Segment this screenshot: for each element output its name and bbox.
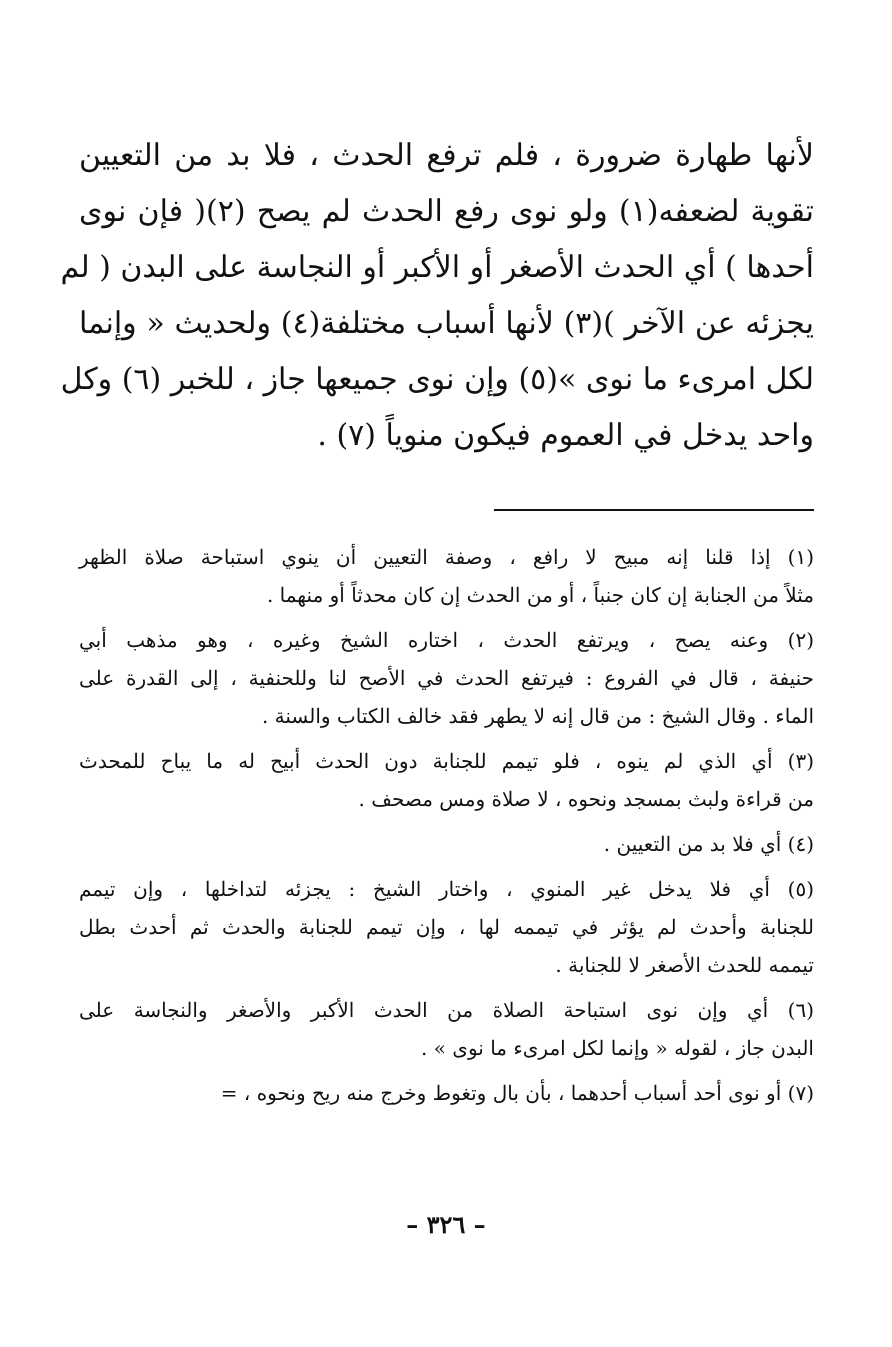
- footnote-line: (٦) أي وإن نوى استباحة الصلاة من الحدث الأكبر والأصغر والنجاسة على: [79, 998, 814, 1022]
- footnote-line: (٤) أي فلا بد من التعيين .: [603, 832, 814, 856]
- footnote-1: [79, 538, 814, 614]
- footnote-line: حنيفة ، قال في الفروع : فيرتفع الحدث في الأصح لنا وللحنفية ، إلى القدرة على: [79, 666, 814, 690]
- footnote-line: (٣) أي الذي لم ينوه ، فلو تيمم للجنابة دون الحدث أبيح له ما يباح للمحدث: [79, 749, 814, 773]
- footnote-separator: [494, 509, 814, 511]
- main-text-line: لأنها طهارة ضرورة ، فلم ترفع الحدث ، فلا بد من التعيين: [79, 138, 814, 173]
- footnote-line: (٧) أو نوى أحد أسباب أحدهما ، بأن بال وتغوط وخرج منه ريح ونحوه ، =: [220, 1081, 814, 1105]
- main-text-block: [60, 128, 815, 464]
- footnote-7: [79, 1074, 814, 1112]
- footnote-2: [79, 621, 814, 735]
- footnote-3: [79, 742, 814, 818]
- footnote-line: (٢) وعنه يصح ، ويرتفع الحدث ، اختاره الشيخ وغيره ، وهو مذهب أبي: [79, 628, 814, 652]
- footnote-line: (٥) أي فلا يدخل غير المنوي ، واختار الشيخ : يجزئه لتداخلها ، وإن تيمم: [79, 877, 814, 901]
- page-number: – ٣٢٦ –: [406, 1210, 486, 1239]
- footnote-line: البدن جاز ، لقوله « وإنما لكل امرىء ما نوى » .: [420, 1036, 814, 1060]
- footnote-line: (١) إذا قلنا إنه مبيح لا رافع ، وصفة التعيين أن ينوي استباحة صلاة الظهر: [79, 545, 814, 569]
- footnote-6: [79, 991, 814, 1067]
- footnotes-block: [79, 538, 814, 1119]
- footnote-line: من قراءة ولبث بمسجد ونحوه ، لا صلاة ومس مصحف .: [358, 787, 814, 811]
- footnote-line: للجنابة وأحدث لم يؤثر في تيممه لها ، وإن تيمم للجنابة والحدث ثم أحدث بطل: [79, 915, 814, 939]
- footnote-line: الماء . وقال الشيخ : من قال إنه لا يطهر فقد خالف الكتاب والسنة .: [261, 704, 814, 728]
- main-text-line: يجزئه عن الآخر )(٣) لأنها أسباب مختلفة(٤) ولحديث « وإنما: [79, 306, 815, 341]
- footnote-line: تيممه للحدث الأصغر لا للجنابة .: [555, 953, 814, 977]
- footnote-4: [79, 825, 814, 863]
- main-text-line: تقوية لضعفه(١) ولو نوى رفع الحدث لم يصح (٢)( فإن نوى: [79, 194, 815, 229]
- main-text-line: أحدها ) أي الحدث الأصغر أو الأكبر أو النجاسة على البدن ( لم: [60, 250, 814, 285]
- main-text-line: لكل امرىء ما نوى »(٥) وإن نوى جميعها جاز ، للخبر (٦) وكل: [60, 362, 814, 397]
- footnote-line: مثلاً من الجنابة إن كان جنباً ، أو من الحدث إن كان محدثاً أو منهما .: [266, 583, 814, 607]
- footnote-5: [79, 870, 814, 984]
- main-text-line: واحد يدخل في العموم فيكون منوياً (٧) .: [317, 418, 814, 453]
